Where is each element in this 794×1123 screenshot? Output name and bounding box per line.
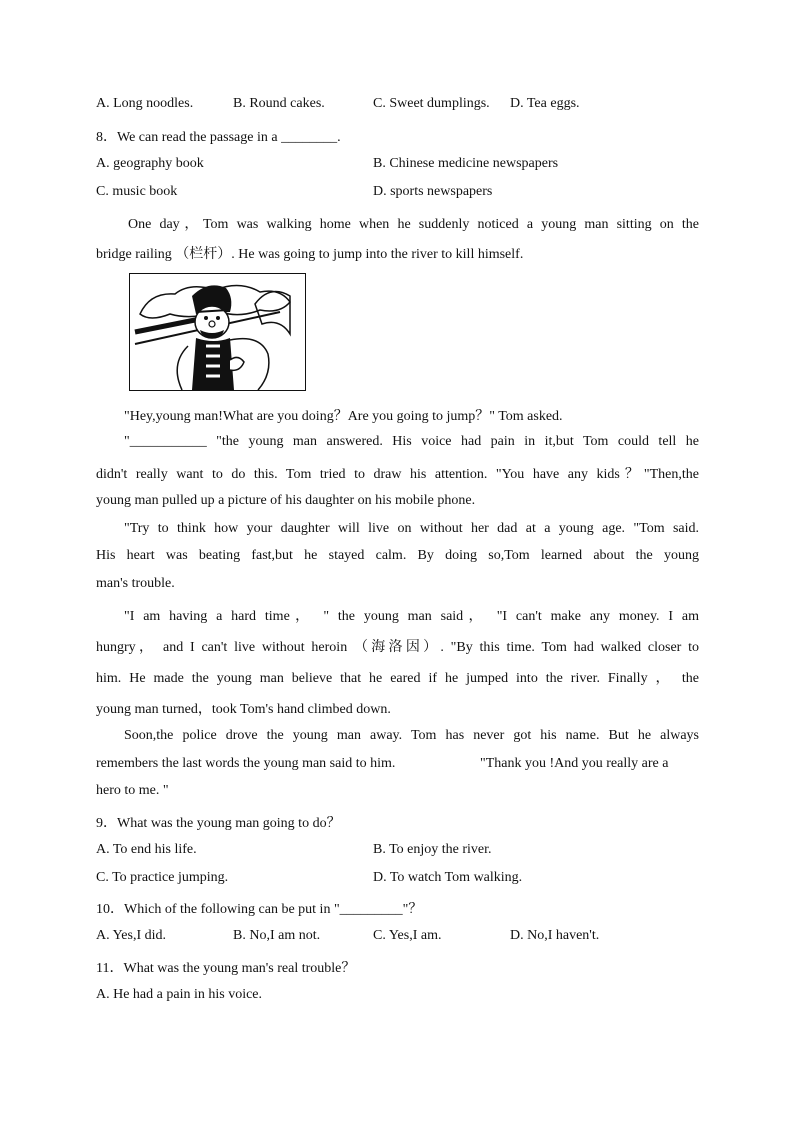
q10-option-c[interactable]: C. Yes,I am. bbox=[373, 928, 442, 943]
passage-line: "Thank you !And you really are a bbox=[480, 756, 669, 771]
q10-option-b[interactable]: B. No,I am not. bbox=[233, 928, 321, 943]
passage-line: "___________ "the young man answered. His voice had pain in it,but Tom could tell he bbox=[124, 434, 699, 449]
passage-line: young man turned，took Tom's hand climbed down. bbox=[96, 702, 391, 717]
q9-option-d[interactable]: D. To watch Tom walking. bbox=[373, 870, 523, 885]
q7-option-d[interactable]: D. Tea eggs. bbox=[510, 96, 580, 111]
passage-line: "Hey,young man!What are you doing？Are you going to jump？" Tom asked. bbox=[124, 409, 563, 424]
passage-line: Soon,the police drove the young man away. Tom has never got his name. But he always bbox=[124, 728, 699, 743]
q7-option-c[interactable]: C. Sweet dumplings. bbox=[373, 96, 490, 111]
q11-option-a[interactable]: A. He had a pain in his voice. bbox=[96, 987, 263, 1002]
q11-stem: 11．What was the young man's real trouble？ bbox=[96, 961, 356, 976]
passage-line: man's trouble. bbox=[96, 576, 175, 591]
passage-line: hungry， and I can't live without heroin （海洛因）. "By this time. Tom had walked closer to bbox=[96, 640, 699, 655]
q9-option-c[interactable]: C. To practice jumping. bbox=[96, 870, 229, 885]
cartoon-illustration bbox=[129, 273, 306, 391]
passage-line: him. He made the young man believe that he eared if he jumped into the river. Finally ， the bbox=[96, 671, 699, 686]
passage-line: "I am having a hard time， " the young man said， "I can't make any money. I am bbox=[124, 609, 699, 624]
passage-line: "Try to think how your daughter will live on without her dad at a young age. "Tom said. bbox=[124, 521, 699, 536]
passage-line: bridge railing （栏杆）. He was going to jump into the river to kill himself. bbox=[96, 247, 524, 262]
q10-option-d[interactable]: D. No,I haven't. bbox=[510, 928, 600, 943]
q7-option-b[interactable]: B. Round cakes. bbox=[233, 96, 325, 111]
q8-option-d[interactable]: D. sports newspapers bbox=[373, 184, 493, 199]
q9-option-a[interactable]: A. To end his life. bbox=[96, 842, 197, 857]
q10-stem: 10．Which of the following can be put in "_________"？ bbox=[96, 902, 423, 917]
passage-line: didn't really want to do this. Tom tried to draw his attention. "You have any kids？"Then,the bbox=[96, 467, 699, 482]
q7-option-a[interactable]: A. Long noodles. bbox=[96, 96, 194, 111]
q8-option-a[interactable]: A. geography book bbox=[96, 156, 204, 171]
passage-line: young man pulled up a picture of his daughter on his mobile phone. bbox=[96, 493, 476, 508]
passage-line: His heart was beating fast,but he stayed calm. By doing so,Tom learned about the young bbox=[96, 548, 699, 563]
q10-option-a[interactable]: A. Yes,I did. bbox=[96, 928, 167, 943]
passage-line: remembers the last words the young man said to him. bbox=[96, 756, 396, 771]
q9-stem: 9．What was the young man going to do？ bbox=[96, 816, 341, 831]
passage-line: One day，Tom was walking home when he suddenly noticed a young man sitting on the bbox=[128, 217, 699, 232]
q8-option-b[interactable]: B. Chinese medicine newspapers bbox=[373, 156, 559, 171]
q8-option-c[interactable]: C. music book bbox=[96, 184, 178, 199]
q9-option-b[interactable]: B. To enjoy the river. bbox=[373, 842, 492, 857]
passage-line: hero to me. " bbox=[96, 783, 169, 798]
q8-stem: 8．We can read the passage in a ________. bbox=[96, 130, 341, 145]
